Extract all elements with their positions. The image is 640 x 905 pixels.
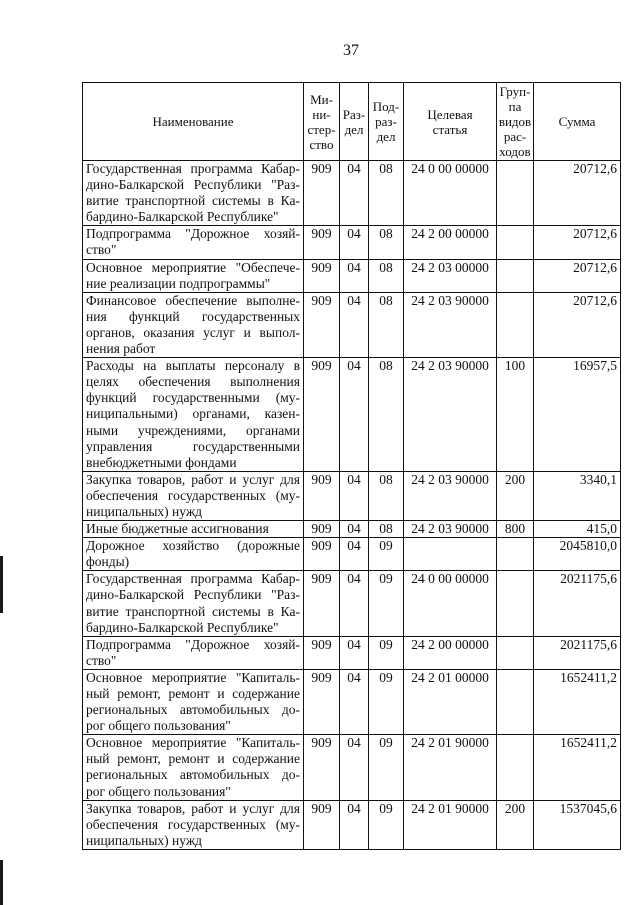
ministry-cell: 909 bbox=[304, 669, 340, 734]
section-cell: 04 bbox=[340, 226, 369, 259]
table-row bbox=[83, 669, 621, 734]
target-article-cell: 24 2 00 00000 bbox=[404, 226, 497, 259]
ministry-cell: 909 bbox=[304, 358, 340, 472]
table-row bbox=[83, 800, 621, 849]
ministry-cell: 909 bbox=[304, 471, 340, 520]
amount-cell: 20712,6 bbox=[534, 226, 621, 259]
ministry-cell: 909 bbox=[304, 735, 340, 800]
expense-group-cell bbox=[497, 226, 534, 259]
target-article-cell: 24 2 01 90000 bbox=[404, 735, 497, 800]
table-row bbox=[83, 636, 621, 669]
section-cell: 04 bbox=[340, 571, 369, 636]
name-line: ниципальных) нужд bbox=[86, 832, 203, 848]
name-cell bbox=[83, 800, 304, 849]
table-row bbox=[83, 521, 621, 538]
amount-cell: 1652411,2 bbox=[534, 669, 621, 734]
expense-group-cell bbox=[497, 538, 534, 571]
subsection-cell: 08 bbox=[369, 226, 404, 259]
name-line: целях обеспечения выполнения bbox=[86, 374, 300, 390]
name-line: Государственная программа Кабар- bbox=[86, 161, 300, 176]
target-article-cell: 24 2 00 00000 bbox=[404, 636, 497, 669]
section-cell: 04 bbox=[340, 358, 369, 472]
name-line: Основное мероприятие "Капиталь- bbox=[86, 735, 300, 751]
ministry-cell: 909 bbox=[304, 226, 340, 259]
table-row bbox=[83, 226, 621, 259]
expense-group-cell: 200 bbox=[497, 471, 534, 520]
name-line: рог общего пользования" bbox=[86, 718, 231, 734]
name-line: Дорожное хозяйство (дорожные bbox=[86, 538, 300, 554]
name-line: Государственная программа Кабар- bbox=[86, 571, 300, 587]
budget-table bbox=[82, 82, 621, 850]
name-cell bbox=[83, 161, 304, 226]
target-article-cell: 24 2 01 00000 bbox=[404, 669, 497, 734]
target-article-cell: 24 0 00 00000 bbox=[404, 161, 497, 226]
section-cell: 04 bbox=[340, 669, 369, 734]
subsection-cell: 08 bbox=[369, 521, 404, 538]
subsection-cell: 09 bbox=[369, 571, 404, 636]
expense-group-cell bbox=[497, 669, 534, 734]
expense-group-cell bbox=[497, 259, 534, 292]
subsection-cell: 09 bbox=[369, 800, 404, 849]
table-header bbox=[83, 83, 621, 161]
section-cell: 04 bbox=[340, 521, 369, 538]
header-target-article: Целевая статья bbox=[404, 83, 497, 161]
amount-cell: 20712,6 bbox=[534, 259, 621, 292]
table-row bbox=[83, 259, 621, 292]
name-cell bbox=[83, 571, 304, 636]
name-line: ный ремонт, ремонт и содержание bbox=[86, 686, 300, 701]
header-section: Раз- дел bbox=[340, 83, 369, 161]
table-row bbox=[83, 538, 621, 571]
amount-cell: 1652411,2 bbox=[534, 735, 621, 800]
target-article-cell: 24 2 03 90000 bbox=[404, 521, 497, 538]
section-cell: 04 bbox=[340, 292, 369, 357]
subsection-cell: 09 bbox=[369, 538, 404, 571]
section-cell: 04 bbox=[340, 538, 369, 571]
page-number: 37 bbox=[343, 42, 359, 59]
name-cell bbox=[83, 292, 304, 357]
name-cell bbox=[83, 636, 304, 669]
ministry-cell: 909 bbox=[304, 800, 340, 849]
table-row bbox=[83, 471, 621, 520]
target-article-cell: 24 2 03 90000 bbox=[404, 358, 497, 472]
header-amount: Сумма bbox=[534, 83, 621, 161]
amount-cell: 20712,6 bbox=[534, 161, 621, 226]
ministry-cell: 909 bbox=[304, 259, 340, 292]
table-row bbox=[83, 292, 621, 357]
subsection-cell: 08 bbox=[369, 259, 404, 292]
name-line: Основное мероприятие "Обеспече- bbox=[86, 259, 300, 275]
expense-group-cell: 800 bbox=[497, 521, 534, 538]
name-line: ный ремонт, ремонт и содержание bbox=[86, 751, 300, 767]
expense-group-cell: 200 bbox=[497, 800, 534, 849]
name-cell bbox=[83, 358, 304, 472]
name-cell bbox=[83, 735, 304, 800]
subsection-cell: 09 bbox=[369, 735, 404, 800]
header-subsection: Под- раз- дел bbox=[369, 83, 404, 161]
name-line: бардино-Балкарской Республике" bbox=[86, 209, 279, 225]
amount-cell: 20712,6 bbox=[534, 292, 621, 357]
scan-edge-mark bbox=[0, 556, 3, 613]
name-line: фонды) bbox=[86, 554, 130, 570]
name-cell bbox=[83, 669, 304, 734]
name-line: витие транспортной системы в Ка- bbox=[86, 603, 300, 619]
name-line: Финансовое обеспечение выполне- bbox=[86, 292, 300, 308]
name-cell bbox=[83, 226, 304, 259]
name-line: ство" bbox=[86, 652, 117, 668]
table-body bbox=[83, 161, 621, 850]
subsection-cell: 08 bbox=[369, 471, 404, 520]
name-cell bbox=[83, 521, 304, 538]
subsection-cell: 09 bbox=[369, 636, 404, 669]
expense-group-cell bbox=[497, 292, 534, 357]
amount-cell: 3340,1 bbox=[534, 471, 621, 520]
amount-cell: 16957,5 bbox=[534, 358, 621, 472]
name-line: региональных автомобильных до- bbox=[86, 767, 300, 783]
target-article-cell: 24 2 01 90000 bbox=[404, 800, 497, 849]
name-line: ниципальных) нужд bbox=[86, 503, 203, 519]
name-line: рог общего пользования" bbox=[86, 783, 231, 799]
scan-edge-mark bbox=[0, 860, 3, 905]
section-cell: 04 bbox=[340, 800, 369, 849]
name-line: обеспечения государственных (му- bbox=[86, 816, 300, 832]
name-line: Основное мероприятие "Капиталь- bbox=[86, 669, 300, 685]
expense-group-cell bbox=[497, 571, 534, 636]
target-article-cell bbox=[404, 538, 497, 571]
section-cell: 04 bbox=[340, 259, 369, 292]
target-article-cell: 24 2 03 90000 bbox=[404, 471, 497, 520]
name-line: внебюджетными фондами bbox=[86, 454, 237, 470]
header-ministry: Ми- ни- стер- ство bbox=[304, 83, 340, 161]
name-line: Подпрограмма "Дорожное хозяй- bbox=[86, 636, 300, 652]
subsection-cell: 09 bbox=[369, 669, 404, 734]
table-row bbox=[83, 358, 621, 472]
amount-cell: 2045810,0 bbox=[534, 538, 621, 571]
section-cell: 04 bbox=[340, 636, 369, 669]
header-name: Наименование bbox=[83, 83, 304, 161]
name-line: Иные бюджетные ассигнования bbox=[86, 521, 269, 537]
ministry-cell: 909 bbox=[304, 161, 340, 226]
amount-cell: 1537045,6 bbox=[534, 800, 621, 849]
name-cell bbox=[83, 259, 304, 292]
name-line: ниципальными) органами, казен- bbox=[86, 406, 300, 422]
name-line: обеспечения государственных (му- bbox=[86, 487, 300, 503]
expense-group-cell: 100 bbox=[497, 358, 534, 472]
subsection-cell: 08 bbox=[369, 292, 404, 357]
expense-group-cell bbox=[497, 636, 534, 669]
target-article-cell: 24 2 03 90000 bbox=[404, 292, 497, 357]
name-line: ными учреждениями, органами bbox=[86, 422, 300, 438]
name-line: ние реализации подпрограммы" bbox=[86, 275, 271, 291]
table-row bbox=[83, 161, 621, 226]
name-line: ния функций государственных bbox=[86, 308, 300, 324]
ministry-cell: 909 bbox=[304, 521, 340, 538]
section-cell: 04 bbox=[340, 161, 369, 226]
name-line: Подпрограмма "Дорожное хозяй- bbox=[86, 226, 300, 242]
name-line: Расходы на выплаты персоналу в bbox=[86, 358, 300, 374]
ministry-cell: 909 bbox=[304, 292, 340, 357]
header-row bbox=[83, 83, 621, 161]
amount-cell: 2021175,6 bbox=[534, 636, 621, 669]
name-line: управления государственными bbox=[86, 438, 300, 454]
target-article-cell: 24 0 00 00000 bbox=[404, 571, 497, 636]
name-line: региональных автомобильных до- bbox=[86, 702, 300, 718]
expense-group-cell bbox=[497, 161, 534, 226]
ministry-cell: 909 bbox=[304, 636, 340, 669]
header-expense-group: Груп- па видов рас- ходов bbox=[497, 83, 534, 161]
table-row bbox=[83, 735, 621, 800]
name-line: Закупка товаров, работ и услуг для bbox=[86, 471, 300, 487]
target-article-cell: 24 2 03 00000 bbox=[404, 259, 497, 292]
name-cell bbox=[83, 538, 304, 571]
name-line: нения работ bbox=[86, 341, 156, 357]
name-line: функций государственными (му- bbox=[86, 390, 300, 406]
section-cell: 04 bbox=[340, 735, 369, 800]
section-cell: 04 bbox=[340, 471, 369, 520]
expense-group-cell bbox=[497, 735, 534, 800]
ministry-cell: 909 bbox=[304, 571, 340, 636]
name-cell bbox=[83, 471, 304, 520]
table-row bbox=[83, 571, 621, 636]
subsection-cell: 08 bbox=[369, 161, 404, 226]
amount-cell: 415,0 bbox=[534, 521, 621, 538]
subsection-cell: 08 bbox=[369, 358, 404, 472]
name-line: ство" bbox=[86, 242, 117, 258]
name-line: дино-Балкарской Республики "Раз- bbox=[86, 587, 300, 603]
ministry-cell: 909 bbox=[304, 538, 340, 571]
name-line: органов, оказания услуг и выпол- bbox=[86, 324, 300, 340]
name-line: Закупка товаров, работ и услуг для bbox=[86, 800, 300, 816]
amount-cell: 2021175,6 bbox=[534, 571, 621, 636]
name-line: бардино-Балкарской Республике" bbox=[86, 619, 279, 635]
name-line: витие транспортной системы в Ка- bbox=[86, 193, 300, 209]
name-line: дино-Балкарской Республики "Раз- bbox=[86, 177, 300, 193]
